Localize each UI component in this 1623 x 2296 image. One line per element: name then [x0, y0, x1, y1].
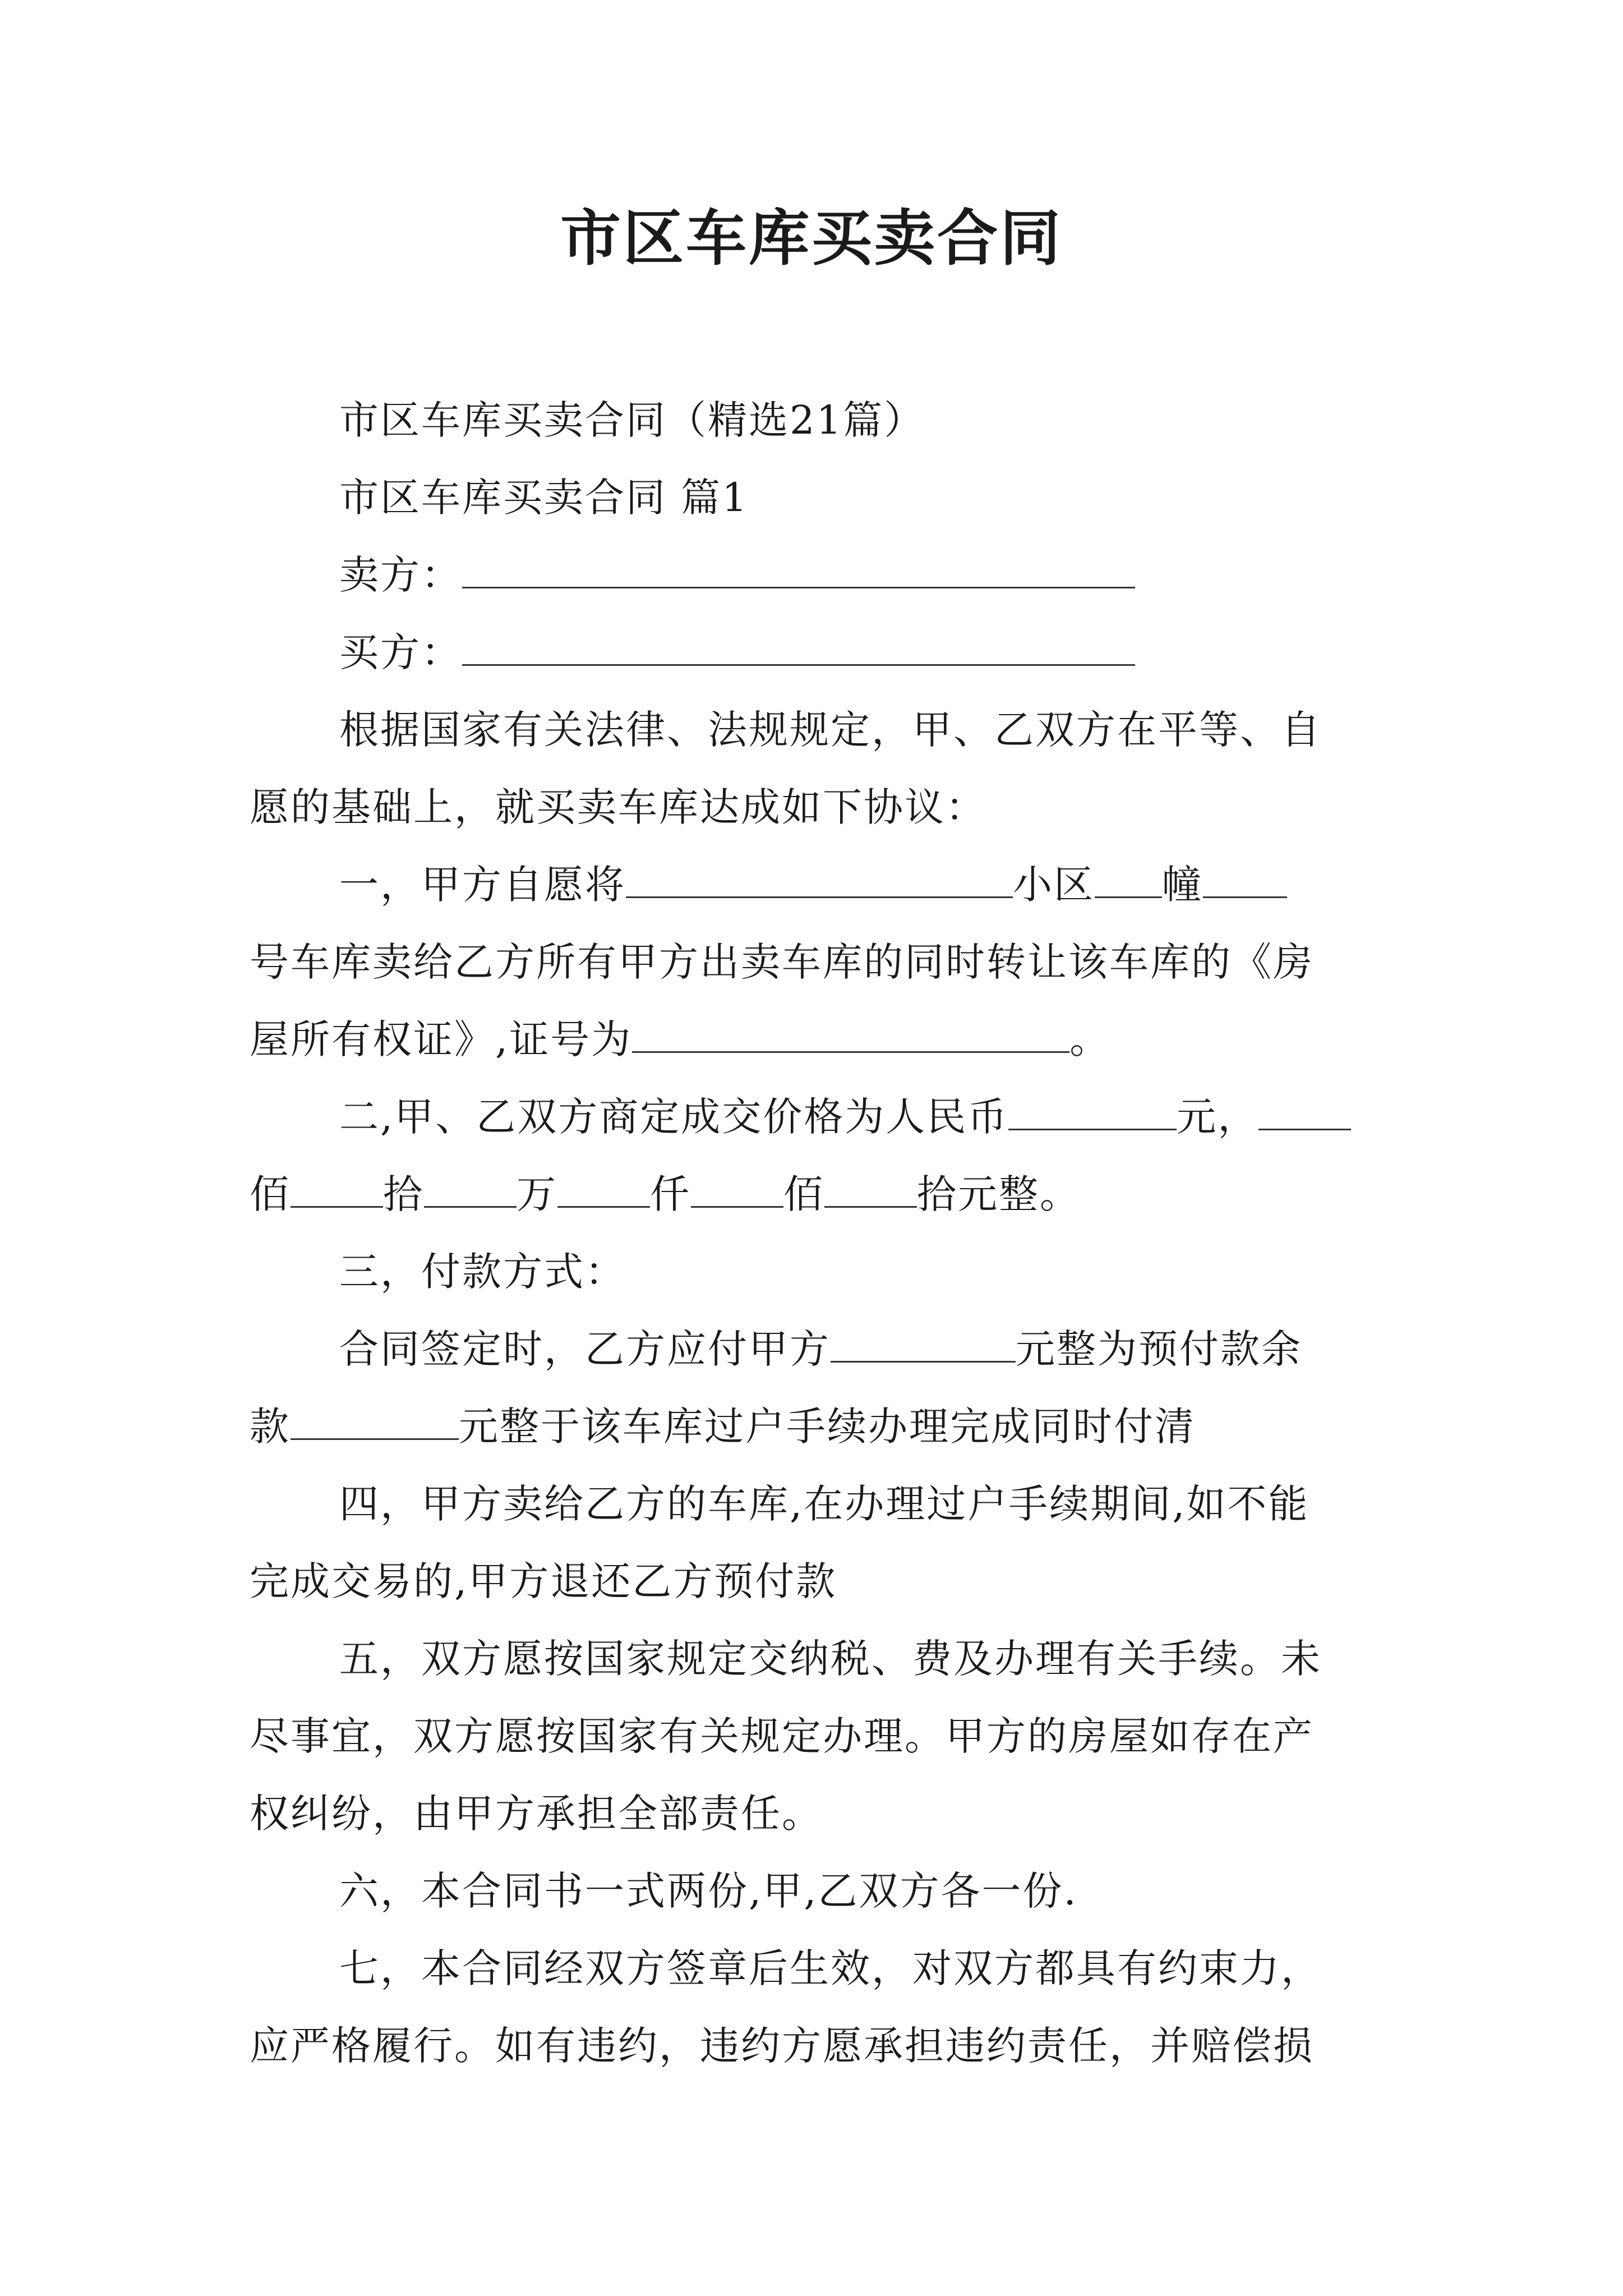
- buyer-blank: [462, 629, 1135, 666]
- amount-blank: [691, 1171, 783, 1208]
- clause-3-line-2: [250, 1388, 1382, 1465]
- clause-7-line-1: 七，本合同经双方签章后生效，对双方都具有约束力，: [339, 1945, 1322, 1991]
- clause-2-line-2: [250, 1156, 1382, 1233]
- clause-6: 六，本合同书一式两份,甲,乙双方各一份.: [339, 1868, 1078, 1914]
- buyer-label: 买方：: [339, 629, 462, 675]
- clause-3-text-d: 元整于该车库过户手续办理完成同时付清: [459, 1404, 1196, 1450]
- building-blank: [1095, 862, 1162, 898]
- clause-5-line-3: 权纠纷，由甲方承担全部责任。: [250, 1791, 823, 1837]
- clause-4-line-2: 完成交易的,甲方退还乙方预付款: [250, 1558, 837, 1604]
- seller-blank: [462, 552, 1135, 588]
- clause-2-text-a: 二,甲、乙双方商定成交价格为人民币: [339, 1094, 1009, 1140]
- balance-blank: [291, 1404, 459, 1440]
- clause-2-text-b: 元，: [1177, 1094, 1259, 1140]
- clause-1-line-2: 号车库卖给乙方所有甲方出卖车库的同时转让该车库的《房: [250, 939, 1314, 985]
- intro-line-2: 愿的基础上，就买卖车库达成如下协议：: [250, 784, 986, 830]
- clause-3-text-c: 款: [250, 1404, 291, 1450]
- buyer-line: [250, 614, 1382, 691]
- prepayment-blank: [831, 1326, 1016, 1363]
- clause-1-text-c: 幢: [1162, 862, 1203, 908]
- seller-line: [250, 536, 1382, 614]
- clause-3-heading: 三，付款方式：: [339, 1249, 626, 1295]
- clause-2-line-1: [250, 1078, 1382, 1156]
- amount-blank: [424, 1171, 517, 1208]
- certificate-number-blank: [632, 1016, 1069, 1053]
- amount-blank: [557, 1171, 650, 1208]
- section-heading: 市区车库买卖合同 篇1: [339, 475, 749, 521]
- unit-qian: 仟: [650, 1171, 691, 1217]
- clause-1-line-1: [250, 846, 1382, 923]
- clause-3-text-b: 元整为预付款余: [1016, 1326, 1302, 1372]
- clause-1-text-a: 一，甲方自愿将: [339, 862, 626, 908]
- unit-shi: 拾: [383, 1171, 424, 1217]
- clause-1-line-3: [250, 1001, 1382, 1078]
- clause-1-text-b: 小区: [1013, 862, 1095, 908]
- unit-bai-2: 佰: [783, 1171, 824, 1217]
- unit-bai: 佰: [250, 1171, 291, 1217]
- garage-number-blank: [1203, 862, 1287, 898]
- clause-5-line-1: 五，双方愿按国家规定交纳税、费及办理有关手续。未: [339, 1636, 1322, 1682]
- clause-1-text-d: 屋所有权证》,证号为: [250, 1016, 633, 1062]
- document-body: [250, 381, 1382, 2085]
- document-title: 市区车库买卖合同: [560, 203, 1063, 274]
- clause-1-text-e: 。: [1069, 1016, 1111, 1062]
- amount-blank: [291, 1171, 383, 1208]
- clause-5-line-2: 尽事宜，双方愿按国家有关规定办理。甲方的房屋如存在产: [250, 1713, 1314, 1759]
- unit-shi-yuan: 拾元整。: [917, 1171, 1081, 1217]
- unit-wan: 万: [517, 1171, 557, 1217]
- clause-7-line-2: 应严格履行。如有违约，违约方愿承担违约责任，并赔偿损: [250, 2023, 1314, 2069]
- clause-3-line-1: [250, 1310, 1382, 1388]
- intro-line-1: 根据国家有关法律、法规规定，甲、乙双方在平等、自: [339, 707, 1322, 753]
- seller-label: 卖方：: [339, 552, 462, 598]
- clause-3-text-a: 合同签定时，乙方应付甲方: [339, 1326, 831, 1372]
- clause-4-line-1: 四，甲方卖给乙方的车库,在办理过户手续期间,如不能: [339, 1481, 1310, 1527]
- price-blank: [1008, 1094, 1177, 1130]
- subtitle: 市区车库买卖合同（精选21篇）: [339, 397, 925, 443]
- price-hundred-million-blank: [1258, 1094, 1351, 1130]
- community-blank: [626, 862, 1013, 898]
- amount-blank: [824, 1171, 917, 1208]
